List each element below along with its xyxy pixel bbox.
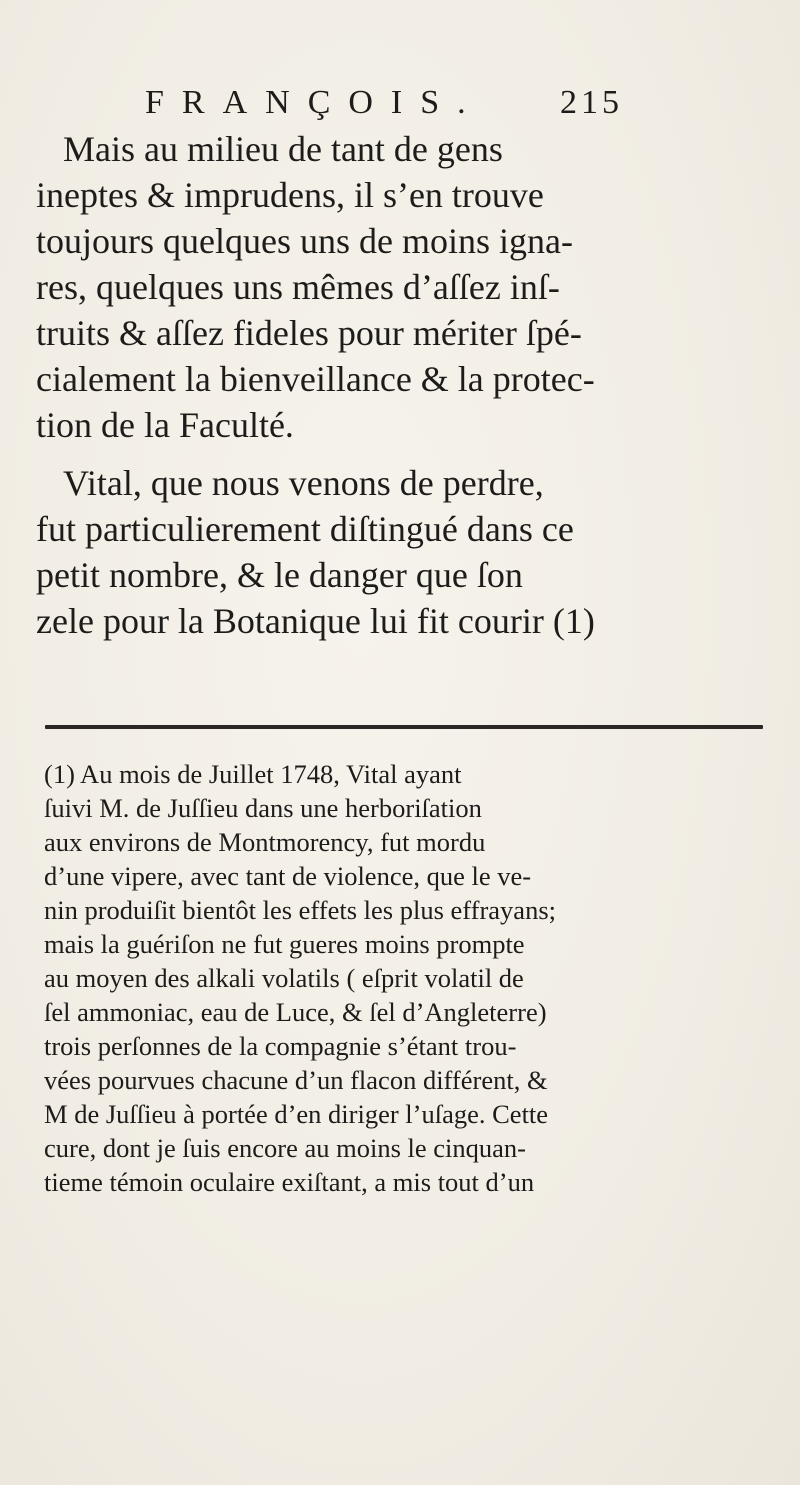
footnote-line: d’une vipere, avec tant de violence, que le ve- — [44, 861, 532, 891]
footnote-line: tieme témoin oculaire exiſtant, a mis tout d’un — [44, 1167, 535, 1197]
running-head: FRANÇOIS. — [145, 84, 484, 121]
footnote-line: aux environs de Montmorency, fut mordu — [44, 827, 486, 857]
text-line: Mais au milieu de tant de gens — [63, 129, 503, 169]
footnote-line: (1) Au mois de Juillet 1748, Vital ayant — [44, 759, 462, 789]
footnote-divider — [45, 725, 763, 729]
text-line: truits & aſſez fideles pour mériter ſpé- — [36, 313, 582, 353]
text-line: res, quelques uns mêmes d’aſſez inſ- — [36, 267, 560, 307]
footnote-line: ſuivi M. de Juſſieu dans une herboriſation — [44, 793, 482, 823]
text-line: ineptes & imprudens, il s’en trouve — [36, 175, 544, 215]
footnote-line: vées pourvues chacune d’un flacon différent, & — [44, 1065, 548, 1095]
text-line: fut particulierement diſtingué dans ce — [36, 509, 574, 549]
page-number: 215 — [560, 84, 623, 121]
text-line: cialement la bienveillance & la protec- — [36, 359, 595, 399]
text-line: Vital, que nous venons de perdre, — [63, 463, 544, 503]
footnote-line: M de Juſſieu à portée d’en diriger l’uſage. Cette — [44, 1099, 549, 1129]
text-line: tion de la Faculté. — [36, 405, 294, 445]
footnote-line: trois perſonnes de la compagnie s’étant trou- — [44, 1031, 517, 1061]
footnote-line: ſel ammoniac, eau de Luce, & ſel d’Angleterre) — [44, 997, 547, 1027]
text-line: petit nombre, & le danger que ſon — [36, 555, 523, 595]
footnote-line: nin produiſit bientôt les effets les plus effrayans; — [44, 895, 556, 925]
footnote-line: au moyen des alkali volatils ( eſprit volatil de — [44, 963, 524, 993]
text-line: zele pour la Botanique lui fit courir (1) — [36, 601, 595, 641]
text-line: toujours quelques uns de moins igna- — [36, 221, 573, 261]
footnote-line: cure, dont je ſuis encore au moins le cinquan- — [44, 1133, 526, 1163]
footnote-line: mais la guériſon ne fut gueres moins prompte — [44, 929, 525, 959]
